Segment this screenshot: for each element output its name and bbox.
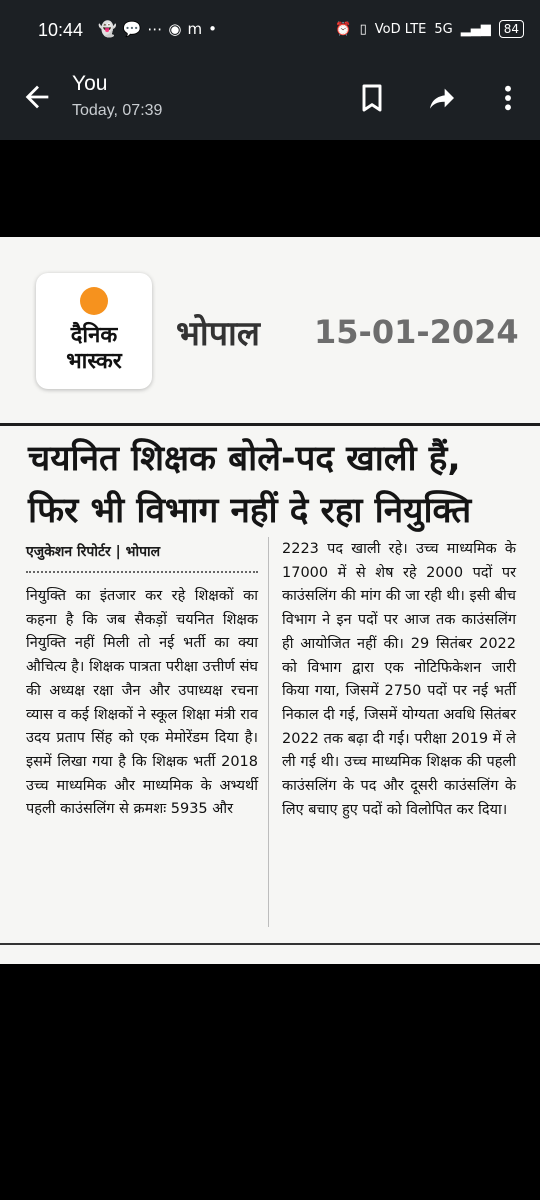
message-timestamp: Today, 07:39 — [72, 102, 163, 119]
battery-icon: 84 — [499, 20, 524, 38]
article-byline: एजुकेशन रिपोर्टर | भोपाल — [26, 544, 161, 560]
forward-icon[interactable] — [426, 82, 458, 114]
sender-title: You — [72, 72, 108, 95]
top-rule — [0, 423, 540, 426]
article-column-left: नियुक्ति का इंतजार कर रहे शिक्षकों का कहना है कि जब सैकड़ों चयनित शिक्षक नियुक्ति नहीं मिली तो नई भर्ती का क्या औचित्य है। शिक्षक पात्रता परीक्षा उत्तीर्ण संघ की अध्यक्ष रक्षा जैन और उपाध्यक्ष रचना व्यास व कई शिक्षकों ने स्कूल शिक्षा मंत्री राव उदय प्रताप सिंह को एक मेमोरेंडम दिया है। इसमें लिखा गया है कि शिक्षक भर्ती 2018 उच्च माध्यमिक और माध्यमिक के अभ्यर्थी पहली काउंसलिंग से क्रमशः 5935 और — [26, 588, 258, 818]
shared-image[interactable] — [0, 237, 540, 964]
chat-icon: 💬 — [122, 20, 148, 38]
newspaper-logo — [36, 273, 152, 389]
dot-icon: • — [208, 20, 223, 38]
byline-divider — [26, 571, 258, 573]
dainik-bhaskar-app-icon: ◉ — [168, 20, 188, 38]
network-label: VoD LTE — [374, 21, 427, 37]
column-divider — [268, 537, 269, 927]
app-bar — [0, 62, 540, 140]
vibrate-icon: ▯ — [359, 21, 367, 37]
dateline-date: 15-01-2024 — [314, 313, 519, 351]
bottom-rule — [0, 943, 540, 945]
article-column-right: 2223 पद खाली रहे। उच्च माध्यमिक के 17000 में से शेष रहे 2000 पदों पर काउंसलिंग की मांग की जा रही थी। इसी बीच विभाग ने इन पदों पर आज तक काउंसलिंग ही आयोजित नहीं की। 29 सितंबर 2022 को विभाग द्वारा एक नोटिफिकेशन जारी किया गया, जिसमें 2750 पदों पर नई भर्ती निकाल दी गई, जिसमें योग्यता अवधि सितंबर 2022 तक बढ़ा दी गई। परीक्षा 2019 में ले ली गई थी। उच्च माध्यमिक शिक्षक की पहली काउंसलिंग के पद और दूसरी काउंसलिंग के लिए बचाए हुए पदों को विलोपित कर दिया। — [282, 541, 516, 818]
signal-label: 5G — [434, 21, 453, 37]
more-options-icon[interactable] — [492, 82, 524, 114]
signal-icon: ▂▄▆ — [460, 21, 491, 37]
m-icon: m — [187, 20, 209, 38]
dateline-city: भोपाल — [176, 314, 260, 354]
alarm-icon: ⏰ — [335, 21, 352, 37]
status-bar — [0, 0, 540, 62]
status-right — [335, 20, 524, 38]
snapchat-icon: 👻 — [98, 20, 123, 38]
logo-text-line1: दैनिक — [70, 323, 118, 348]
notification-icons — [98, 20, 223, 38]
message-icon: ⋯ — [147, 20, 169, 38]
status-time: 10:44 — [38, 20, 84, 40]
bookmark-icon[interactable] — [356, 82, 388, 114]
article-headline: चयनित शिक्षक बोले-पद खाली हैं, फिर भी विभाग नहीं दे रहा नियुक्ति — [28, 439, 472, 531]
logo-sun-icon — [80, 287, 108, 315]
back-arrow-icon[interactable] — [20, 80, 54, 114]
logo-text-line2: भास्कर — [66, 349, 122, 374]
